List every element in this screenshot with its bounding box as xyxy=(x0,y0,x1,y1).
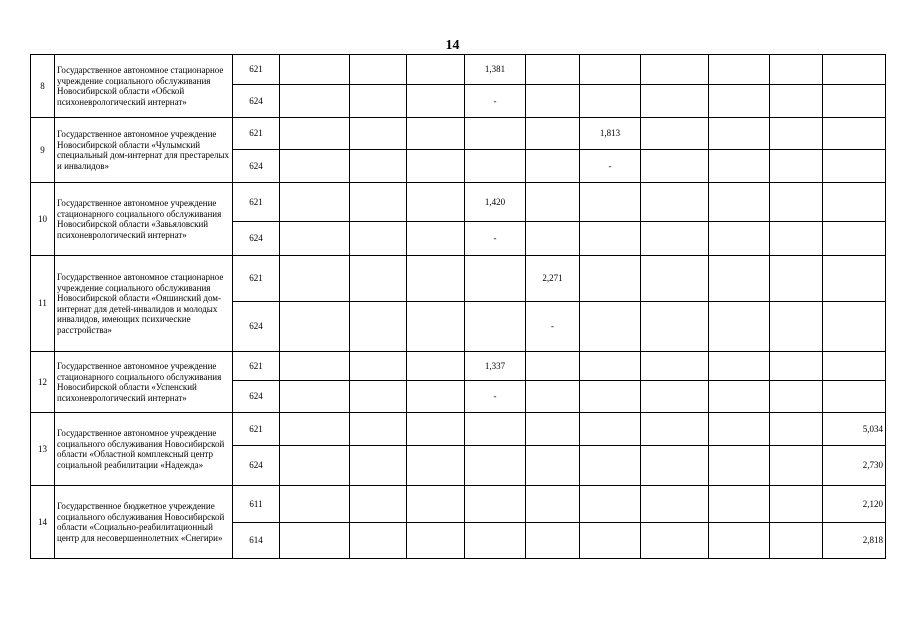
amount-cell xyxy=(823,256,886,302)
amount-cell xyxy=(280,55,350,85)
subsidy-code: 624 xyxy=(233,381,280,413)
amount-cell xyxy=(407,183,465,222)
table-row xyxy=(31,413,886,446)
amount-cell xyxy=(823,150,886,183)
amount-cell xyxy=(580,85,641,118)
amount-cell xyxy=(770,183,823,222)
subsidy-code: 624 xyxy=(233,85,280,118)
institution-name: Государственное автономное учреждение стационарного социального обслуживания Новосибирской области «Успенский психоневрологический интернат» xyxy=(55,352,233,413)
subsidy-code: 621 xyxy=(233,118,280,150)
amount-cell xyxy=(641,150,709,183)
amount-cell xyxy=(280,523,350,559)
amount-cell xyxy=(407,302,465,352)
subsidy-code: 621 xyxy=(233,352,280,381)
amount-cell: 2,271 xyxy=(526,256,580,302)
amount-cell xyxy=(350,85,407,118)
amount-cell xyxy=(350,118,407,150)
amount-cell xyxy=(526,413,580,446)
amount-cell xyxy=(709,413,770,446)
amount-cell: - xyxy=(465,85,526,118)
amount-cell xyxy=(770,413,823,446)
table-row xyxy=(31,118,886,150)
amount-cell xyxy=(580,183,641,222)
amount-cell xyxy=(407,85,465,118)
amount-cell xyxy=(709,446,770,486)
amount-cell: 5,034 xyxy=(823,413,886,446)
amount-cell xyxy=(465,256,526,302)
amount-cell xyxy=(823,302,886,352)
subsidy-code: 611 xyxy=(233,486,280,523)
amount-cell xyxy=(280,302,350,352)
subsidy-code: 624 xyxy=(233,302,280,352)
amount-cell xyxy=(407,446,465,486)
amount-cell xyxy=(823,55,886,85)
amount-cell xyxy=(709,150,770,183)
institution-name: Государственное автономное стационарное учреждение социального обслуживания Новосибирской области «Ояшинский дом-интернат для детей-инвалидов и молодых инвалидов, имеющих психические расстройства» xyxy=(55,256,233,352)
amount-cell xyxy=(641,302,709,352)
amount-cell xyxy=(407,381,465,413)
amount-cell xyxy=(280,118,350,150)
amount-cell: 1,381 xyxy=(465,55,526,85)
amount-cell xyxy=(641,413,709,446)
amount-cell: - xyxy=(580,150,641,183)
subsidy-code: 614 xyxy=(233,523,280,559)
amount-cell xyxy=(465,446,526,486)
amount-cell xyxy=(709,85,770,118)
amount-cell xyxy=(526,446,580,486)
subsidy-code: 624 xyxy=(233,222,280,256)
amount-cell xyxy=(641,352,709,381)
amount-cell xyxy=(770,222,823,256)
amount-cell: 1,337 xyxy=(465,352,526,381)
amount-cell xyxy=(823,381,886,413)
amount-cell xyxy=(407,256,465,302)
table-row xyxy=(31,183,886,222)
amount-cell xyxy=(770,85,823,118)
amount-cell: - xyxy=(526,302,580,352)
amount-cell xyxy=(770,486,823,523)
amount-cell xyxy=(350,150,407,183)
amount-cell xyxy=(407,413,465,446)
amount-cell xyxy=(641,523,709,559)
amount-cell xyxy=(709,222,770,256)
amount-cell xyxy=(280,256,350,302)
amount-cell xyxy=(770,256,823,302)
amount-cell xyxy=(350,183,407,222)
institution-name: Государственное автономное учреждение социального обслуживания Новосибирской области «Областной комплексный центр социальной реабилитации «Надежда» xyxy=(55,413,233,486)
amount-cell xyxy=(641,118,709,150)
row-number: 14 xyxy=(31,486,55,559)
amount-cell xyxy=(641,256,709,302)
amount-cell xyxy=(580,222,641,256)
amount-cell xyxy=(823,352,886,381)
amount-cell xyxy=(465,523,526,559)
amount-cell xyxy=(823,222,886,256)
row-number: 11 xyxy=(31,256,55,352)
amount-cell xyxy=(641,183,709,222)
amount-cell xyxy=(580,446,641,486)
subsidy-code: 624 xyxy=(233,150,280,183)
amount-cell xyxy=(280,222,350,256)
page-number: 14 xyxy=(445,38,460,53)
amount-cell xyxy=(526,381,580,413)
amount-cell xyxy=(465,413,526,446)
subsidy-code: 624 xyxy=(233,446,280,486)
amount-cell xyxy=(407,222,465,256)
amount-cell xyxy=(465,302,526,352)
amount-cell xyxy=(526,486,580,523)
amount-cell xyxy=(280,486,350,523)
amount-cell xyxy=(526,118,580,150)
amount-cell xyxy=(407,55,465,85)
amount-cell: - xyxy=(465,381,526,413)
amount-cell xyxy=(823,85,886,118)
amount-cell xyxy=(709,381,770,413)
amount-cell xyxy=(407,150,465,183)
row-number: 9 xyxy=(31,118,55,183)
table-body xyxy=(31,55,886,559)
amount-cell xyxy=(280,446,350,486)
institution-name: Государственное бюджетное учреждение социального обслуживания Новосибирской области «Социально-реабилитационный центр для несовершеннолетних «Снегири» xyxy=(55,486,233,559)
amount-cell xyxy=(465,118,526,150)
subsidy-code: 621 xyxy=(233,413,280,446)
amount-cell xyxy=(823,118,886,150)
amount-cell xyxy=(709,302,770,352)
amount-cell: 2,818 xyxy=(823,523,886,559)
subsidy-code: 621 xyxy=(233,55,280,85)
amount-cell xyxy=(580,486,641,523)
amount-cell xyxy=(407,486,465,523)
amount-cell xyxy=(580,523,641,559)
row-number: 10 xyxy=(31,183,55,256)
amount-cell xyxy=(823,183,886,222)
amount-cell: 2,730 xyxy=(823,446,886,486)
amount-cell xyxy=(407,118,465,150)
amount-cell xyxy=(641,222,709,256)
amount-cell xyxy=(280,413,350,446)
amount-cell xyxy=(709,118,770,150)
amount-cell xyxy=(580,413,641,446)
amount-cell xyxy=(407,352,465,381)
amount-cell xyxy=(709,523,770,559)
institution-name: Государственное автономное стационарное учреждение социального обслуживания Новосибирской области «Обской психоневрологический интернат» xyxy=(55,55,233,118)
amount-cell xyxy=(526,183,580,222)
budget-table xyxy=(30,54,886,559)
amount-cell xyxy=(407,523,465,559)
amount-cell xyxy=(526,523,580,559)
amount-cell xyxy=(580,256,641,302)
amount-cell xyxy=(580,302,641,352)
amount-cell xyxy=(465,486,526,523)
amount-cell xyxy=(350,413,407,446)
subsidy-code: 621 xyxy=(233,183,280,222)
institution-name: Государственное автономное учреждение Новосибирской области «Чулымский специальный дом-интернат для престарелых и инвалидов» xyxy=(55,118,233,183)
amount-cell xyxy=(350,486,407,523)
amount-cell xyxy=(526,352,580,381)
amount-cell xyxy=(641,486,709,523)
amount-cell xyxy=(770,302,823,352)
amount-cell xyxy=(526,55,580,85)
amount-cell xyxy=(280,183,350,222)
amount-cell xyxy=(580,55,641,85)
amount-cell xyxy=(770,118,823,150)
table-row xyxy=(31,486,886,523)
amount-cell xyxy=(350,55,407,85)
amount-cell xyxy=(770,523,823,559)
row-number: 12 xyxy=(31,352,55,413)
amount-cell xyxy=(641,446,709,486)
amount-cell xyxy=(641,55,709,85)
amount-cell: 2,120 xyxy=(823,486,886,523)
row-number: 13 xyxy=(31,413,55,486)
subsidy-code: 621 xyxy=(233,256,280,302)
amount-cell xyxy=(465,150,526,183)
amount-cell xyxy=(709,55,770,85)
amount-cell xyxy=(280,85,350,118)
amount-cell xyxy=(641,381,709,413)
amount-cell xyxy=(280,352,350,381)
amount-cell xyxy=(580,352,641,381)
amount-cell xyxy=(280,381,350,413)
amount-cell xyxy=(770,150,823,183)
amount-cell: 1,420 xyxy=(465,183,526,222)
amount-cell xyxy=(350,523,407,559)
amount-cell xyxy=(350,352,407,381)
row-number: 8 xyxy=(31,55,55,118)
table-row xyxy=(31,55,886,85)
table-row xyxy=(31,352,886,381)
amount-cell xyxy=(709,352,770,381)
amount-cell xyxy=(709,486,770,523)
amount-cell xyxy=(526,85,580,118)
amount-cell xyxy=(709,256,770,302)
amount-cell xyxy=(770,55,823,85)
institution-name: Государственное автономное учреждение стационарного социального обслуживания Новосибирской области «Завьяловский психоневрологический интернат» xyxy=(55,183,233,256)
amount-cell xyxy=(526,222,580,256)
amount-cell xyxy=(350,446,407,486)
amount-cell xyxy=(526,150,580,183)
table-row xyxy=(31,256,886,302)
amount-cell xyxy=(350,256,407,302)
amount-cell xyxy=(280,150,350,183)
amount-cell xyxy=(350,381,407,413)
amount-cell: 1,813 xyxy=(580,118,641,150)
amount-cell xyxy=(709,183,770,222)
amount-cell: - xyxy=(465,222,526,256)
amount-cell xyxy=(580,381,641,413)
amount-cell xyxy=(641,85,709,118)
amount-cell xyxy=(350,302,407,352)
amount-cell xyxy=(770,352,823,381)
amount-cell xyxy=(770,381,823,413)
amount-cell xyxy=(350,222,407,256)
amount-cell xyxy=(770,446,823,486)
